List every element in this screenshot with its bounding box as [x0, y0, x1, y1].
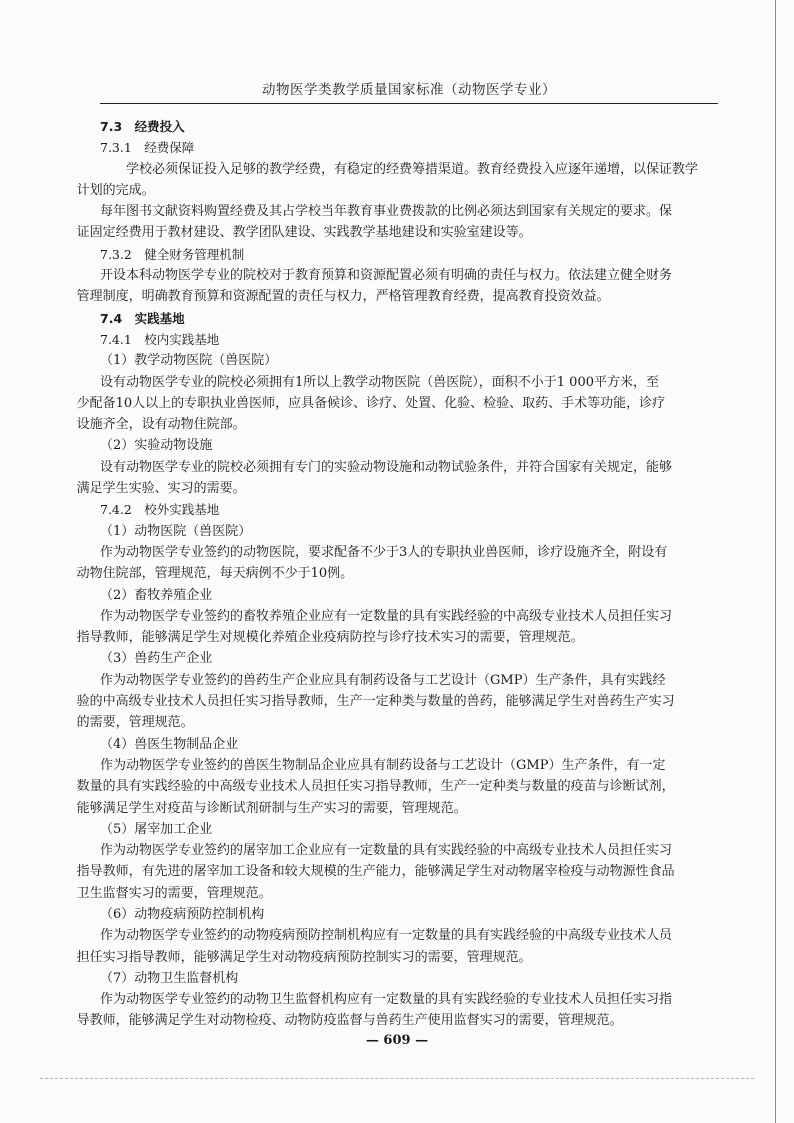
item-heading: （2）畜牧养殖企业 [100, 587, 213, 603]
body-line: 指导教师，能够满足学生对规模化养殖企业疫病防控与诊疗技术实习的需要，管理规范。 [76, 630, 584, 646]
body-line: 计划的完成。 [76, 182, 155, 198]
body-line: 卫生监督实习的需要，管理规范。 [76, 885, 272, 901]
body-line: 动物住院部，管理规范，每天病例不少于10例。 [76, 566, 354, 582]
body-line: 每年图书文献资料购置经费及其占学校当年教育事业费拨款的比例必须达到国家有关规定的要求。保 [100, 204, 673, 220]
body-line: 验的中高级专业技术人员担任实习指导教师，生产一定种类与数量的兽药，能够满足学生对兽药生产实习 [76, 694, 675, 710]
body-line: 担任实习指导教师，能够满足学生对动物疫病预防控制实习的需要，管理规范。 [76, 949, 532, 965]
body-line: 能够满足学生对疫苗与诊断试剂研制与生产实习的需要，管理规范。 [76, 800, 467, 816]
section-heading: 7.3 经费投入 [100, 119, 185, 134]
subsection-heading: 7.4.1 校内实践基地 [100, 331, 220, 347]
body-line: 指导教师，有先进的屠宰加工设备和较大规模的生产能力，能够满足学生对动物屠宰检疫与动物源性食品 [76, 864, 675, 880]
subsection-heading: 7.3.1 经费保障 [100, 140, 195, 156]
body-line: 满足学生实验、实习的需要。 [76, 481, 246, 497]
item-heading: （7）动物卫生监督机构 [100, 970, 239, 986]
item-heading: （3）兽药生产企业 [100, 651, 213, 667]
page-header-title: 动物医学类教学质量国家标准（动物医学专业） [262, 82, 556, 98]
body-line: 数量的具有实践经验的中高级专业技术人员担任实习指导教师，生产一定种类与数量的疫苗与诊断试剂， [76, 779, 675, 795]
body-line: 作为动物医学专业签约的屠宰加工企业应有一定数量的具有实践经验的中高级专业技术人员担任实习 [100, 843, 673, 859]
item-heading: （4）兽医生物制品企业 [100, 736, 239, 752]
scan-bottom-marks [40, 1078, 754, 1079]
body-line: 作为动物医学专业签约的畜牧养殖企业应有一定数量的具有实践经验的中高级专业技术人员担任实习 [100, 608, 673, 624]
subsection-heading: 7.3.2 健全财务管理机制 [100, 246, 245, 262]
section-heading: 7.4 实践基地 [100, 310, 185, 326]
item-heading: （2）实验动物设施 [100, 438, 213, 454]
subsection-heading: 7.4.2 校外实践基地 [100, 502, 220, 518]
item-heading: （1）教学动物医院（兽医院） [100, 353, 278, 369]
body-line: 开设本科动物医学专业的院校对于教育预算和资源配置必须有明确的责任与权力。依法建立健全财务 [100, 268, 673, 284]
body-line: 作为动物医学专业签约的动物医院，要求配备不少于3人的专职执业兽医师，诊疗设施齐全，附设有 [100, 544, 668, 560]
body-line: 作为动物医学专业签约的兽医生物制品企业应具有制药设备与工艺设计（GMP）生产条件，有一定 [100, 757, 666, 773]
body-line: 导教师，能够满足学生对动物检疫、动物防疫监督与兽药生产使用监督实习的需要，管理规范。 [76, 1013, 623, 1029]
item-heading: （5）屠宰加工企业 [100, 821, 213, 837]
body-line: 设施齐全，设有动物住院部。 [76, 417, 246, 433]
body-line: 设有动物医学专业的院校必须拥有1所以上教学动物医院（兽医院），面积不小于1 000平方米，至 [100, 374, 659, 390]
body-line: 设有动物医学专业的院校必须拥有专门的实验动物设施和动物试验条件，并符合国家有关规定，能够 [100, 459, 673, 475]
scan-edge-line [775, 0, 776, 1123]
body-line: 作为动物医学专业签约的动物卫生监督机构应有一定数量的具有实践经验的专业技术人员担任实习指 [100, 992, 673, 1008]
body-line: 作为动物医学专业签约的兽药生产企业应具有制药设备与工艺设计（GMP）生产条件，具有实践经 [100, 672, 666, 688]
body-line: 学校必须保证投入足够的教学经费，有稳定的经费筹措渠道。教育经费投入应逐年递增，以保证教学 [126, 161, 699, 177]
item-heading: （1）动物医院（兽医院） [100, 523, 252, 539]
document-body [76, 116, 718, 1032]
page-number: — 609 — [365, 1033, 429, 1048]
item-heading: （6）动物疫病预防控制机构 [100, 906, 265, 922]
body-line: 少配备10人以上的专职执业兽医师，应具备候诊、诊疗、处置、化验、检验、取药、手术等功能，诊疗 [76, 395, 666, 411]
body-line: 管理制度，明确教育预算和资源配置的责任与权力，严格管理教育经费，提高教育投资效益。 [76, 289, 610, 305]
body-line: 证固定经费用于教材建设、教学团队建设、实践教学基地建设和实验室建设等。 [76, 225, 532, 241]
body-line: 的需要，管理规范。 [76, 715, 194, 731]
body-line: 作为动物医学专业签约的动物疫病预防控制机构应有一定数量的具有实践经验的中高级专业技术人员 [100, 928, 673, 944]
header-rule [100, 103, 718, 104]
